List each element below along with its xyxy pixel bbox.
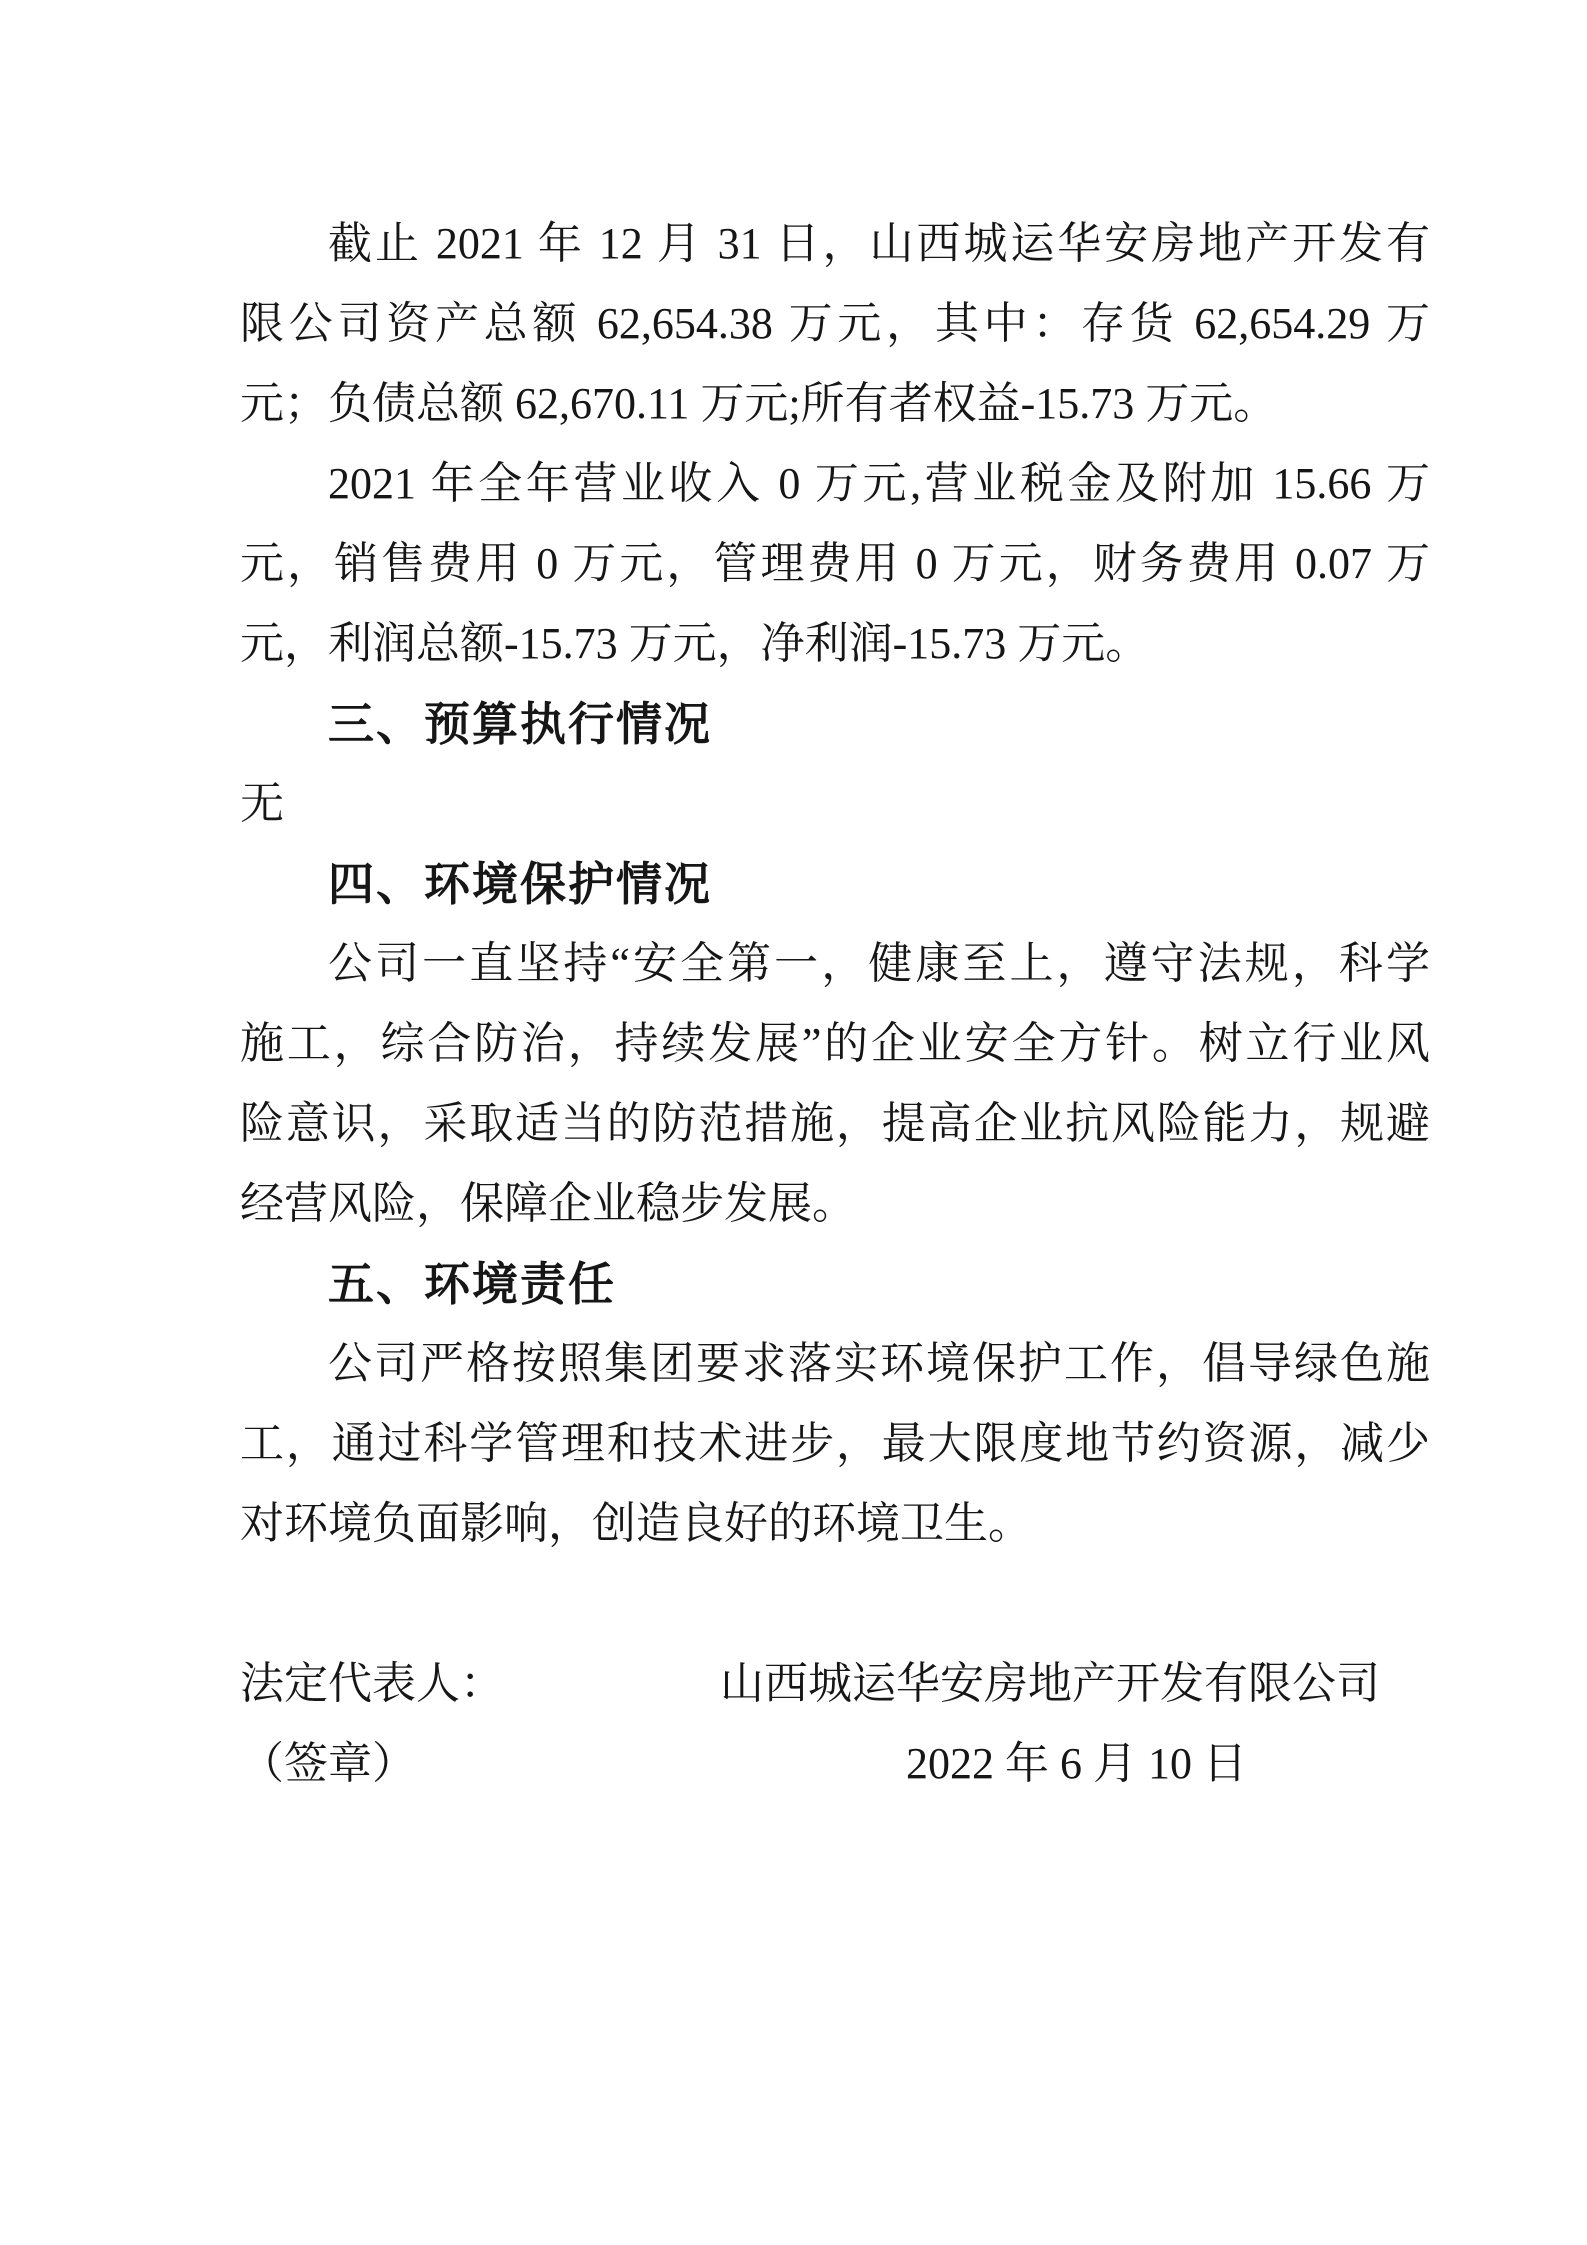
paragraph-line: 截止 2021 年 12 月 31 日，山西城运华安房地产开发有 — [328, 219, 1430, 268]
paragraph-line: 2021 年全年营业收入 0 万元,营业税金及附加 15.66 万 — [328, 459, 1430, 508]
section-heading-budget-execution: 三、预算执行情况 — [328, 697, 712, 751]
seal-date-row — [240, 1724, 1430, 1804]
section-heading-environment-responsibility: 五、环境责任 — [328, 1257, 616, 1311]
paragraph-line: 公司一直坚持“安全第一，健康至上，遵守法规，科学 — [328, 939, 1430, 988]
document-body — [240, 204, 1430, 1804]
paragraph-line: 公司严格按照集团要求落实环境保护工作，倡导绿色施 — [328, 1339, 1430, 1388]
paragraph-line: 经营风险，保障企业稳步发展。 — [240, 1179, 856, 1228]
paragraph-line: 元，利润总额-15.73 万元，净利润-15.73 万元。 — [240, 619, 1150, 668]
company-signature-name: 山西城运华安房地产开发有限公司 — [720, 1659, 1380, 1708]
section-heading-environment-protection: 四、环境保护情况 — [328, 857, 712, 911]
legal-representative-label: 法定代表人： — [240, 1659, 504, 1708]
none-text: 无 — [240, 779, 284, 828]
paragraph-line: 对环境负面影响，创造良好的环境卫生。 — [240, 1499, 1032, 1548]
paragraph-line: 工，通过科学管理和技术进步，最大限度地节约资源，减少 — [240, 1419, 1430, 1468]
paragraph-line: 元；负债总额 62,670.11 万元;所有者权益-15.73 万元。 — [240, 379, 1278, 428]
document-date: 2022 年 6 月 10 日 — [906, 1739, 1247, 1788]
paragraph-line: 元，销售费用 0 万元，管理费用 0 万元，财务费用 0.07 万 — [240, 539, 1430, 588]
paragraph-line: 施工，综合防治，持续发展”的企业安全方针。树立行业风 — [240, 1019, 1430, 1068]
blank-line — [240, 1564, 1430, 1644]
seal-label: （签章） — [240, 1739, 416, 1788]
signature-row — [240, 1644, 1430, 1724]
paragraph-line: 限公司资产总额 62,654.38 万元，其中：存货 62,654.29 万 — [240, 299, 1430, 348]
paragraph-line: 险意识，采取适当的防范措施，提高企业抗风险能力，规避 — [240, 1099, 1430, 1148]
